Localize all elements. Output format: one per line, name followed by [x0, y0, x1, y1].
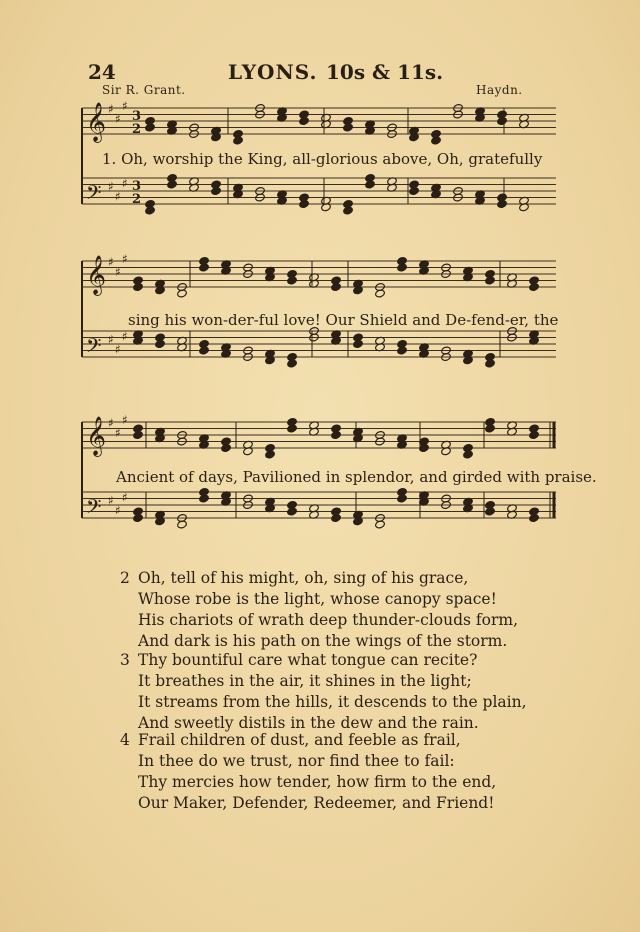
note-head-icon — [331, 282, 342, 291]
note-head-icon — [287, 276, 298, 285]
treble-clef-icon: 𝄞 — [86, 102, 107, 142]
note-head-icon — [287, 359, 298, 368]
note-head-icon — [145, 206, 156, 215]
sharp-icon: ♯ — [122, 490, 128, 505]
verse-line: It streams from the hills, it descends to the plain, — [138, 693, 527, 711]
note-head-icon — [375, 520, 386, 529]
verse-line: Our Maker, Defender, Redeemer, and Friend! — [138, 794, 495, 812]
treble-staff — [82, 414, 556, 459]
note-head-icon — [485, 276, 496, 285]
verse-line: It breathes in the air, it shines in the light; — [138, 672, 472, 690]
note-head-icon — [331, 430, 342, 439]
note-head-icon — [365, 180, 376, 189]
note-head-icon — [133, 430, 144, 439]
sharp-icon: ♯ — [108, 493, 114, 508]
verse-line: Oh, tell of his might, oh, sing of his grace, — [138, 569, 469, 587]
verse-line: In thee do we trust, nor find thee to fail: — [138, 752, 455, 770]
note-head-icon — [299, 199, 310, 208]
sharp-icon: ♯ — [122, 414, 128, 427]
note-head-icon — [287, 507, 298, 516]
verse-line: And sweetly distils in the dew and the rain. — [138, 714, 479, 732]
hymn-composer: Haydn. — [476, 83, 523, 97]
sharp-icon: ♯ — [115, 342, 121, 357]
sharp-icon: ♯ — [115, 189, 121, 204]
note-head-icon — [497, 199, 508, 208]
note-head-icon — [331, 513, 342, 522]
time-signature: 3 — [132, 179, 142, 194]
note-head-icon — [529, 282, 540, 291]
note-head-icon — [409, 186, 420, 195]
treble-staff — [82, 100, 556, 145]
bass-staff — [82, 487, 556, 529]
note-head-icon — [529, 430, 540, 439]
note-head-icon — [199, 346, 210, 355]
note-head-icon — [431, 136, 442, 145]
hymn-author: Sir R. Grant. — [102, 83, 186, 97]
hymn-title: LYONS. — [228, 60, 318, 84]
verse-2 — [120, 568, 518, 652]
bass-staff — [82, 173, 556, 215]
note-head-icon — [485, 424, 496, 433]
note-head-icon — [155, 339, 166, 348]
sharp-icon: ♯ — [108, 102, 114, 116]
note-head-icon — [299, 116, 310, 125]
note-head-icon — [287, 424, 298, 433]
note-head-icon — [397, 346, 408, 355]
verse-4 — [120, 730, 496, 814]
verse-line: And dark is his path on the wings of the storm. — [138, 632, 508, 650]
sharp-icon: ♯ — [122, 176, 128, 191]
sharp-icon: ♯ — [122, 253, 128, 266]
hymn-meter: 10s & 11s. — [326, 60, 444, 84]
note-head-icon — [265, 450, 276, 459]
sharp-icon: ♯ — [115, 503, 121, 518]
lyric-line-3: Ancient of days, Pavilioned in splendor, and girded with praise. — [116, 468, 597, 486]
time-signature: 2 — [132, 192, 142, 207]
note-head-icon — [397, 494, 408, 503]
verse-number: 3 — [120, 651, 130, 669]
bass-clef-icon: 𝄢 — [86, 181, 102, 209]
treble-clef-icon: 𝄞 — [86, 416, 107, 456]
note-head-icon — [145, 123, 156, 132]
sharp-icon: ♯ — [115, 264, 121, 279]
note-head-icon — [397, 263, 408, 272]
treble-clef-icon: 𝄞 — [86, 255, 107, 295]
note-head-icon — [353, 339, 364, 348]
note-head-icon — [343, 123, 354, 132]
note-head-icon — [199, 263, 210, 272]
note-head-icon — [177, 289, 188, 298]
sharp-icon: ♯ — [115, 111, 121, 126]
note-head-icon — [375, 289, 386, 298]
verse-line: Whose robe is the light, whose canopy space! — [138, 590, 497, 608]
note-head-icon — [529, 513, 540, 522]
bass-staff — [82, 326, 556, 368]
note-head-icon — [497, 116, 508, 125]
treble-staff — [82, 253, 556, 298]
sharp-icon: ♯ — [108, 332, 114, 347]
note-head-icon — [133, 513, 144, 522]
time-signature: 3 — [132, 109, 142, 124]
music-system-2 — [80, 253, 559, 388]
note-head-icon — [221, 443, 232, 452]
note-head-icon — [485, 507, 496, 516]
time-signature: 2 — [132, 122, 142, 137]
verse-number: 2 — [120, 569, 130, 587]
note-head-icon — [485, 359, 496, 368]
note-head-icon — [199, 494, 210, 503]
note-head-icon — [167, 180, 178, 189]
page-number: 24 — [88, 60, 116, 84]
lyric-line-2: sing his won-der-ful love! Our Shield and De-fend-er, the — [128, 311, 559, 329]
bass-clef-icon: 𝄢 — [86, 334, 102, 362]
note-head-icon — [233, 136, 244, 145]
note-head-icon — [343, 206, 354, 215]
sharp-icon: ♯ — [115, 425, 121, 440]
verse-line: His chariots of wrath deep thunder-clouds form, — [138, 611, 519, 629]
sharp-icon: ♯ — [108, 255, 114, 269]
music-system-3 — [80, 414, 597, 554]
note-head-icon — [463, 450, 474, 459]
sharp-icon: ♯ — [122, 329, 128, 344]
verse-line: Thy bountiful care what tongue can recite? — [138, 651, 478, 669]
sharp-icon: ♯ — [108, 416, 114, 430]
note-head-icon — [133, 282, 144, 291]
music-system-1 — [80, 100, 556, 235]
lyric-line-1: 1. Oh, worship the King, all-glorious above, Oh, gratefully — [102, 150, 543, 168]
sharp-icon: ♯ — [108, 179, 114, 194]
sharp-icon: ♯ — [122, 100, 128, 113]
verse-line: Frail children of dust, and feeble as frail, — [138, 731, 461, 749]
verse-3 — [120, 650, 527, 734]
verse-number: 4 — [120, 731, 130, 749]
note-head-icon — [211, 186, 222, 195]
bass-clef-icon: 𝄢 — [86, 495, 102, 523]
note-head-icon — [177, 520, 188, 529]
verse-line: Thy mercies how tender, how firm to the end, — [138, 773, 497, 791]
